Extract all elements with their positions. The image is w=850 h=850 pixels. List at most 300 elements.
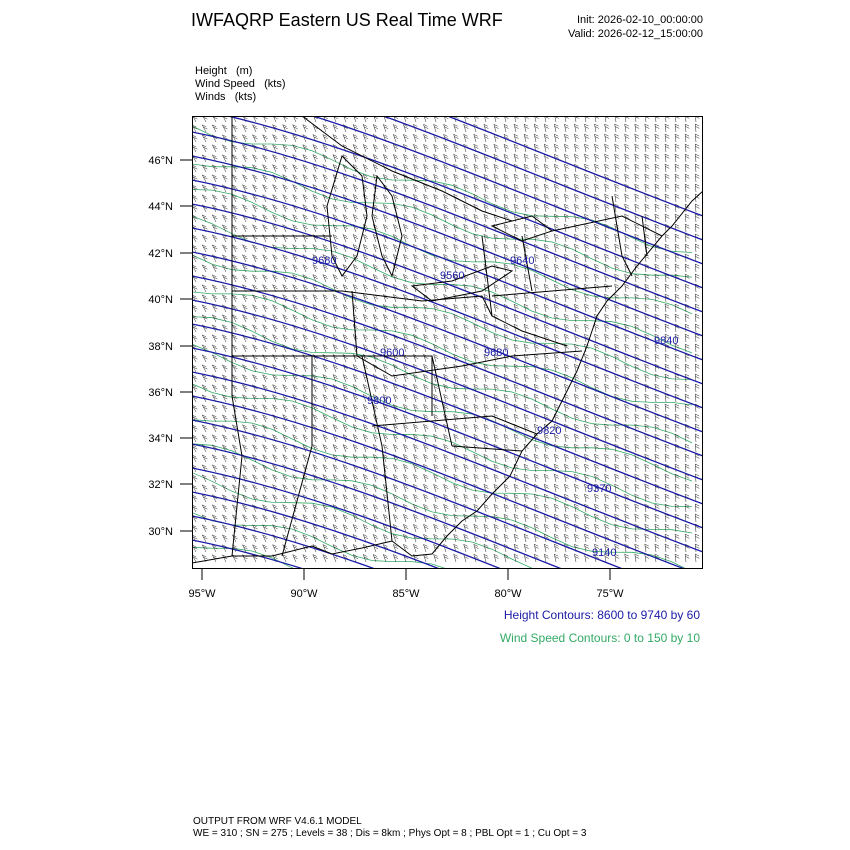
wind-barb	[574, 534, 579, 542]
wind-barb	[222, 385, 227, 392]
wind-barb	[504, 284, 509, 292]
wind-barb	[273, 145, 278, 152]
wind-barb	[685, 234, 689, 242]
wind-barb	[635, 364, 639, 372]
wind-barb	[273, 345, 278, 352]
wind-barb	[655, 404, 659, 412]
wind-barb	[454, 134, 459, 142]
wind-barb	[273, 545, 278, 552]
wind-barb	[595, 164, 600, 172]
wind-barb	[313, 465, 318, 472]
wind-barb	[393, 125, 398, 133]
wind-barb	[202, 405, 207, 412]
wind-barb	[313, 195, 318, 202]
wind-barb	[323, 395, 328, 402]
wind-barb	[625, 514, 629, 522]
wind-barb	[413, 274, 418, 282]
wind-barb	[424, 554, 429, 562]
wind-barb	[585, 184, 589, 192]
wind-barb	[424, 144, 429, 152]
wind-barb	[373, 245, 378, 253]
wind-barb	[544, 474, 549, 482]
lat-label: 30°N	[148, 526, 173, 538]
wind-barb	[685, 354, 689, 362]
wind-barb	[605, 184, 609, 192]
wind-barb	[595, 454, 600, 462]
wind-barb	[494, 384, 499, 392]
wind-barb	[474, 454, 479, 462]
contour-label: 9840	[654, 335, 679, 347]
wind-barb	[232, 205, 237, 212]
wind-barb	[534, 344, 539, 352]
wind-barb	[655, 304, 659, 312]
wind-barb	[353, 455, 358, 463]
wind-barb	[675, 144, 679, 152]
wind-barb	[383, 515, 388, 523]
wind-barb	[243, 245, 248, 252]
wind-barb	[635, 244, 639, 252]
wind-barb	[323, 495, 328, 502]
wind-barb	[595, 284, 600, 292]
wind-barb	[454, 504, 459, 512]
wind-barb	[635, 124, 639, 132]
wind-barb	[343, 135, 348, 142]
wind-barb	[273, 385, 278, 392]
wind-barb	[222, 165, 227, 172]
wind-barb	[544, 134, 549, 142]
wind-barb	[243, 145, 248, 152]
wind-barb	[494, 524, 499, 532]
wind-barb	[464, 204, 469, 212]
wind-barb	[574, 194, 579, 202]
wind-barb	[343, 215, 348, 222]
wind-barb	[293, 405, 298, 412]
wind-barb	[253, 415, 258, 422]
wind-barb	[685, 224, 689, 232]
wind-barb	[695, 414, 699, 422]
footer-line1: OUTPUT FROM WRF V4.6.1 MODEL	[193, 816, 362, 827]
wind-barb	[504, 124, 509, 132]
wind-barb	[222, 155, 227, 162]
wind-barb	[313, 385, 318, 392]
wind-barb	[665, 204, 669, 212]
wind-barb	[585, 464, 589, 472]
wind-barb	[222, 535, 227, 542]
wind-barb	[273, 505, 278, 512]
wind-barb	[464, 474, 469, 482]
wind-barb	[293, 425, 298, 432]
wind-barb	[655, 134, 659, 142]
wind-barb	[554, 124, 559, 132]
wind-barb	[222, 145, 227, 152]
wind-barb	[564, 294, 568, 302]
wind-barb	[313, 245, 318, 252]
wind-barb	[645, 294, 649, 302]
wind-barb	[655, 164, 659, 172]
wind-barb	[625, 144, 629, 152]
wind-barb	[202, 335, 207, 342]
wind-barb	[675, 164, 679, 172]
wind-barb	[333, 205, 338, 212]
wind-barb	[383, 225, 388, 233]
wind-barb	[635, 434, 639, 442]
wind-barb	[454, 534, 459, 542]
wind-barb	[564, 484, 568, 492]
wind-barb	[534, 124, 539, 132]
wind-barb	[675, 354, 679, 362]
wind-barb	[353, 445, 358, 453]
wind-barb	[585, 274, 589, 282]
wind-barb	[222, 365, 227, 372]
wind-barb	[675, 264, 679, 272]
wind-barb	[303, 435, 308, 442]
wind-barb	[353, 275, 358, 283]
wind-barb	[343, 345, 348, 352]
wind-barb	[635, 144, 639, 152]
wind-barb	[484, 144, 489, 152]
wind-barb	[655, 284, 659, 292]
wind-barb	[383, 175, 388, 183]
wind-barb	[424, 384, 429, 392]
wind-barb	[273, 205, 278, 212]
wind-barb	[574, 254, 579, 262]
wind-barb	[665, 424, 669, 432]
wind-barb	[243, 345, 248, 352]
wind-barb	[222, 185, 227, 192]
wind-barb	[564, 454, 568, 462]
wind-barb	[564, 404, 568, 412]
wind-barb	[444, 554, 449, 562]
lat-label: 38°N	[148, 341, 173, 353]
wind-barb	[353, 265, 358, 273]
wind-barb	[554, 544, 559, 552]
wind-barb	[464, 154, 469, 162]
wind-barb	[232, 215, 237, 222]
wind-barb	[273, 255, 278, 262]
wind-barb	[303, 225, 308, 232]
wind-barb	[595, 274, 600, 282]
wind-barb	[695, 344, 699, 352]
wind-barb	[635, 314, 639, 322]
wind-barb	[635, 554, 639, 562]
wind-barb	[434, 144, 439, 152]
wind-barb	[413, 454, 418, 462]
wind-barb	[323, 195, 328, 202]
wind-barb	[574, 274, 579, 282]
wind-barb	[695, 444, 699, 452]
wind-barb	[605, 384, 609, 392]
wind-barb	[373, 385, 378, 393]
wind-barb	[273, 495, 278, 502]
wind-barb	[202, 185, 207, 192]
wind-barb	[444, 284, 449, 292]
wind-barb	[524, 544, 529, 552]
wind-barb	[263, 505, 268, 512]
wind-barb	[645, 324, 649, 332]
wind-barb	[393, 315, 398, 323]
wind-barb	[544, 264, 549, 272]
valid-time: Valid: 2026-02-12_15:00:00	[568, 28, 703, 40]
wind-barb	[293, 265, 298, 272]
wind-barb	[665, 384, 669, 392]
wind-barb	[464, 324, 469, 332]
wind-barb	[434, 264, 439, 272]
wind-barb	[675, 364, 679, 372]
wind-barb	[293, 365, 298, 372]
wind-barb	[635, 154, 639, 162]
wind-barb	[222, 425, 227, 432]
wind-barb	[243, 415, 248, 422]
wind-barb	[263, 275, 268, 282]
wind-barb	[504, 434, 509, 442]
wind-barb	[564, 134, 568, 142]
wind-barb	[283, 195, 288, 202]
wind-barb	[444, 384, 449, 392]
wind-barb	[635, 394, 639, 402]
field-height: Height (m)	[195, 65, 253, 77]
wind-barb	[554, 334, 559, 342]
wind-barb	[655, 184, 659, 192]
wind-barb	[544, 554, 549, 562]
wind-barb	[474, 184, 479, 192]
wind-barb	[585, 534, 589, 542]
wind-barb	[534, 224, 539, 232]
contour-label: 9560	[440, 270, 465, 282]
wind-barb	[494, 124, 499, 132]
wind-barb	[454, 484, 459, 492]
wind-barb	[685, 314, 689, 322]
wind-barb	[605, 164, 609, 172]
wind-barb	[343, 455, 348, 462]
wind-barb	[253, 175, 258, 182]
wind-barb	[363, 385, 368, 393]
wind-barb	[313, 145, 318, 152]
wind-speed-contour-line	[192, 216, 692, 353]
wind-barb	[383, 245, 388, 253]
wind-barb	[695, 484, 699, 492]
wind-barb	[263, 475, 268, 482]
wind-barb	[202, 425, 207, 432]
wind-barb	[595, 204, 600, 212]
wind-barb	[514, 504, 519, 512]
wind-barb	[625, 364, 629, 372]
wind-barb	[222, 485, 227, 492]
wind-barb	[454, 204, 459, 212]
wind-barb	[474, 274, 479, 282]
wind-barb	[373, 475, 378, 483]
wind-barb	[484, 314, 489, 322]
wind-barb	[253, 295, 258, 302]
wind-barb	[313, 445, 318, 452]
wind-barb	[212, 165, 217, 172]
wind-barb	[564, 314, 568, 322]
wind-barb	[544, 374, 549, 382]
wind-barb	[273, 275, 278, 282]
wind-barb	[363, 315, 368, 323]
wind-barb	[343, 395, 348, 402]
wind-barb	[615, 384, 619, 392]
wind-barb	[413, 374, 418, 382]
wind-barb	[655, 224, 659, 232]
wind-barb	[615, 184, 619, 192]
wind-barb	[585, 494, 589, 502]
wind-barb	[605, 334, 609, 342]
wind-barb	[212, 485, 217, 492]
wind-barb	[363, 475, 368, 483]
wind-barb	[645, 204, 649, 212]
wind-barb	[333, 425, 338, 432]
wind-barb	[595, 224, 600, 232]
wind-barb	[665, 214, 669, 222]
wind-barb	[413, 514, 418, 522]
wind-barb	[303, 485, 308, 492]
wind-barb	[383, 265, 388, 273]
wind-barb	[383, 205, 388, 213]
wind-barb	[615, 334, 619, 342]
wind-barb	[484, 404, 489, 412]
wind-barb	[695, 294, 699, 302]
wind-barb	[675, 174, 679, 182]
wind-barb	[293, 295, 298, 302]
wind-barb	[263, 135, 268, 142]
wind-barb	[665, 304, 669, 312]
wind-barb	[403, 324, 408, 332]
wind-barb	[293, 185, 298, 192]
height-contour-line	[192, 116, 703, 216]
wind-barb	[655, 544, 659, 552]
wind-barb	[323, 325, 328, 332]
wind-barb	[605, 424, 609, 432]
wind-barb	[695, 174, 699, 182]
wind-barb	[323, 175, 328, 182]
wind-barb	[293, 385, 298, 392]
wind-barb	[534, 304, 539, 312]
wind-barb	[403, 534, 408, 542]
wind-barb	[605, 494, 609, 502]
wind-barb	[253, 155, 258, 162]
wind-barb	[585, 234, 589, 242]
height-contour-line	[192, 116, 703, 288]
wind-barb	[645, 534, 649, 542]
init-time: Init: 2026-02-10_00:00:00	[577, 14, 703, 26]
wind-barb	[222, 265, 227, 272]
wind-barb	[695, 164, 699, 172]
wind-barb	[635, 514, 639, 522]
wind-barb	[504, 154, 509, 162]
wind-barb	[313, 415, 318, 422]
wind-barb	[615, 154, 619, 162]
wind-barb	[343, 445, 348, 452]
wind-barb	[353, 545, 358, 553]
wind-barb	[504, 194, 509, 202]
wind-barb	[514, 124, 519, 132]
wind-barb	[474, 464, 479, 472]
wind-barb	[534, 354, 539, 362]
wind-barb	[353, 215, 358, 223]
wind-barb	[303, 555, 308, 562]
wind-barb	[665, 524, 669, 532]
wind-barb	[605, 144, 609, 152]
wind-barb	[665, 254, 669, 262]
wind-barb	[695, 244, 699, 252]
wind-barb	[253, 135, 258, 142]
wind-barb	[474, 394, 479, 402]
lon-label: 85°W	[392, 588, 420, 600]
wind-barb	[484, 184, 489, 192]
wind-contour-legend: Wind Speed Contours: 0 to 150 by 10	[499, 631, 700, 645]
wind-barb	[504, 534, 509, 542]
wind-barb	[263, 345, 268, 352]
wind-barb	[243, 305, 248, 312]
wind-barb	[524, 464, 529, 472]
wind-barb	[202, 265, 207, 272]
wind-barb	[383, 505, 388, 513]
wind-barb	[383, 445, 388, 453]
wind-barb	[313, 455, 318, 462]
wind-barb	[403, 524, 408, 532]
wind-barb	[484, 424, 489, 432]
wind-barb	[595, 404, 600, 412]
wind-barb	[273, 475, 278, 482]
wind-barb	[554, 164, 559, 172]
wind-barb	[494, 424, 499, 432]
wind-barb	[434, 454, 439, 462]
wind-barb	[554, 134, 559, 142]
wind-barb	[343, 525, 348, 532]
wind-barb	[202, 545, 207, 552]
wind-barb	[373, 165, 378, 173]
wind-barb	[253, 275, 258, 282]
wind-barb	[595, 474, 600, 482]
wind-barb	[685, 454, 689, 462]
contour-label: 9680	[312, 255, 337, 267]
wind-barb	[695, 464, 699, 472]
wind-barb	[464, 244, 469, 252]
wind-barb	[313, 325, 318, 332]
wind-barb	[393, 415, 398, 423]
wind-barb	[212, 195, 217, 202]
wind-barb	[574, 494, 579, 502]
wind-barb	[675, 184, 679, 192]
wind-barb	[675, 544, 679, 552]
wind-barb	[504, 514, 509, 522]
wind-barb	[645, 144, 649, 152]
lon-label: 75°W	[596, 588, 624, 600]
wind-barb	[273, 135, 278, 142]
wind-barb	[444, 194, 449, 202]
footer-line2: WE = 310 ; SN = 275 ; Levels = 38 ; Dis = 8km ; Phys Opt = 8 ; PBL Opt = 1 ; Cu Opt = 3	[193, 828, 587, 839]
wind-barb	[383, 195, 388, 203]
wind-barb	[554, 484, 559, 492]
wind-barb	[253, 305, 258, 312]
wind-barb	[333, 295, 338, 302]
wind-barb	[313, 275, 318, 282]
wind-barb	[413, 424, 418, 432]
wind-barb	[313, 555, 318, 562]
wind-barb	[283, 305, 288, 312]
wind-barb	[615, 124, 619, 132]
wind-barb	[655, 144, 659, 152]
wind-barb	[343, 335, 348, 342]
wind-barb	[524, 274, 529, 282]
wind-barb	[313, 485, 318, 492]
wind-barb	[605, 444, 609, 452]
lat-label: 32°N	[148, 479, 173, 491]
page-title: IWFAQRP Eastern US Real Time WRF	[191, 10, 503, 30]
wind-barb	[554, 454, 559, 462]
wind-barb	[333, 125, 338, 132]
wind-barb	[353, 145, 358, 153]
